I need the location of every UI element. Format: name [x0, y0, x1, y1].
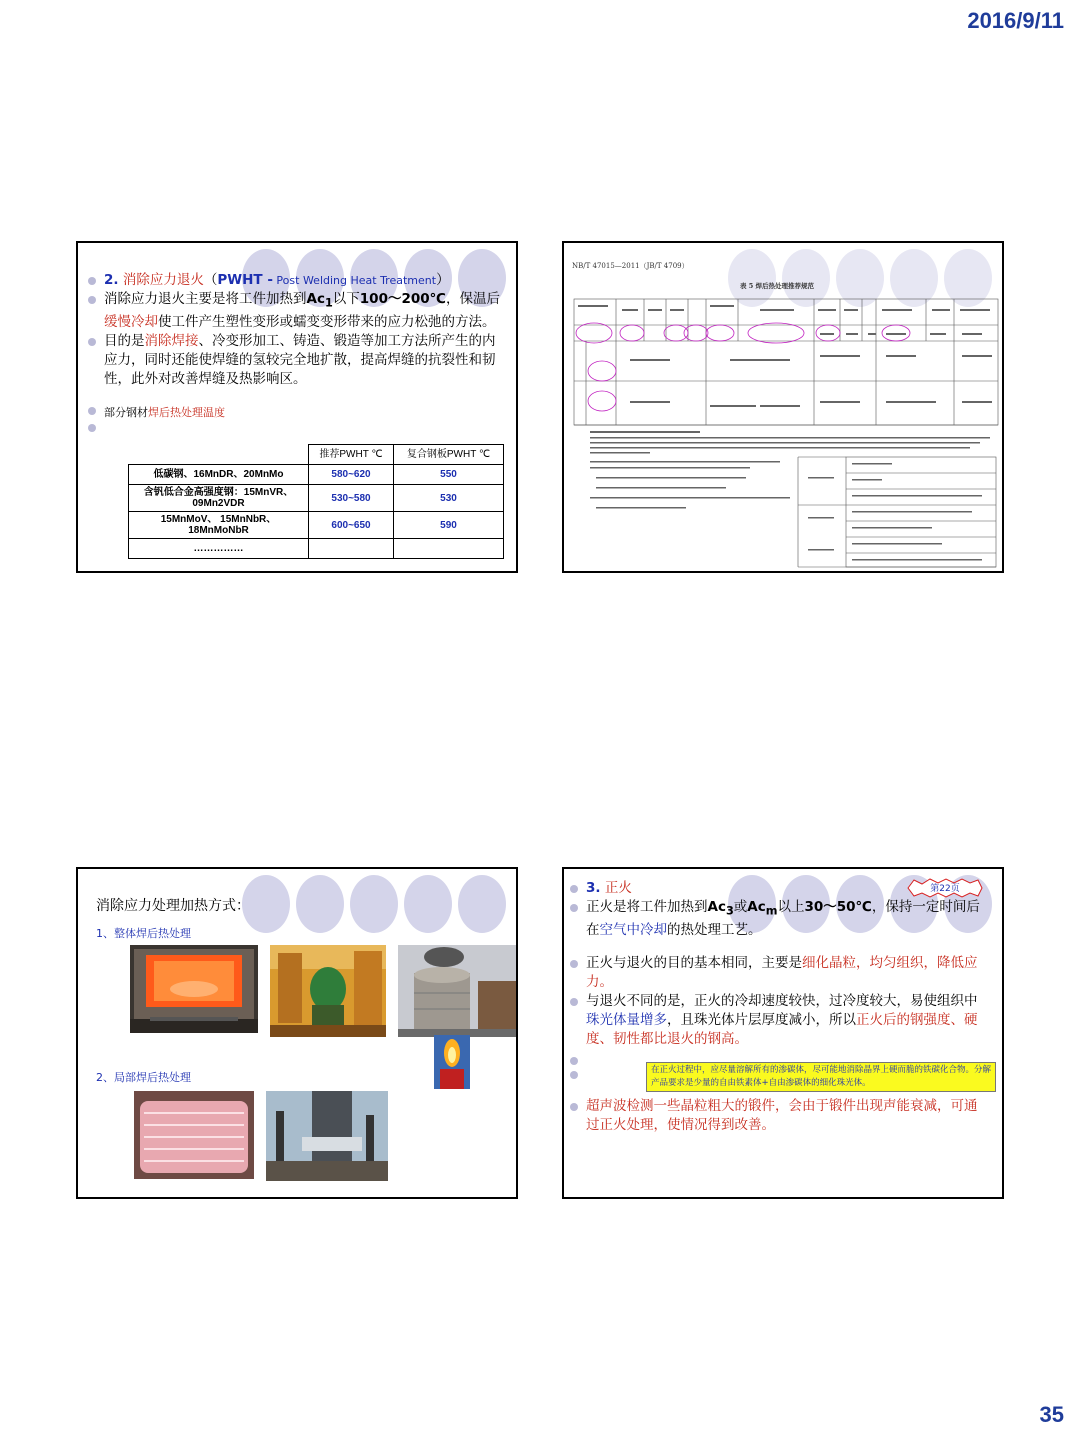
bullet-purpose [88, 332, 502, 389]
burner-photo [434, 1035, 470, 1089]
text: 的热处理工艺。 [667, 921, 762, 938]
ac3-label: Ac [707, 899, 726, 915]
text: ，且珠光体片层厚度减小，所以 [667, 1011, 856, 1028]
standard-table-caption: 表 5 焊后热处理推荐规范 [740, 282, 815, 290]
standard-code: NB/T 47015—2011（JB/T 4709） [572, 262, 689, 270]
bullet-dot-icon [570, 1103, 578, 1111]
highlight-pwht-temp: 焊后热处理温度 [148, 405, 225, 419]
temperature-range: 30～50℃ [804, 899, 872, 915]
bullet-difference [570, 992, 988, 1049]
text: 消除应力退火主要是将工件加热到 [104, 291, 307, 307]
subtitle-local-pwht: 2、局部焊后热处理 [96, 1071, 191, 1084]
pwht-table [128, 444, 504, 559]
slide-standard-scan [562, 241, 1004, 573]
furnace-photo [130, 945, 258, 1033]
table-cell: 600~650 [309, 512, 394, 539]
table-cell: 含钒低合金高强度钢：15MnVR、09Mn2VDR [129, 485, 309, 512]
ac-subscript: 1 [324, 296, 333, 310]
text: 与退火不同的是，正火的冷却速度较快，过冷度较大，易使组织中 [586, 992, 978, 1009]
scanned-table-graphic [570, 251, 1000, 571]
table-cell: …………… [129, 539, 309, 559]
table-cell [394, 539, 504, 559]
acm-subscript: m [765, 904, 778, 918]
table-cell: 580~620 [309, 465, 394, 485]
text: 正火是将工件加热到 [586, 899, 708, 915]
slide-date: 2016/9/11 [967, 8, 1064, 33]
table-row [129, 539, 504, 559]
page-number: 35 [1039, 1402, 1064, 1427]
decorative-circles [242, 875, 506, 933]
paren-close: ） [436, 272, 450, 288]
table-corner [129, 445, 309, 465]
text: 超声波检测一些晶粒粗大的锻件，会由于锻件出现声能衰减，可通过正火处理，使情况得到改善。 [586, 1097, 978, 1133]
table-cell: 530 [394, 485, 504, 512]
bullet-dot-icon [570, 904, 578, 912]
table-cell: 低碳钢、16MnDR、20MnMo [129, 465, 309, 485]
bullet-dot-icon [88, 338, 96, 346]
pwht-english: Post Welding Heat Treatment [272, 274, 437, 287]
text: ，保温后 [446, 291, 500, 307]
highlight-air-cooling: 空气中冷却 [599, 921, 667, 938]
bullet-dot-icon [88, 277, 96, 285]
table-cell: 530~580 [309, 485, 394, 512]
pwht-abbr: PWHT - [217, 272, 273, 288]
ac3-subscript: 3 [725, 904, 734, 918]
slide-normalizing [562, 867, 1004, 1199]
bullet-dot-icon [570, 998, 578, 1006]
slide-stress-relief-annealing [76, 241, 518, 573]
highlight-strength: 正火后的钢强度、硬度、韧性都比退火的钢高。 [586, 1011, 978, 1047]
bullet-dot-icon [570, 1071, 578, 1079]
bullet-dot-icon [88, 424, 96, 432]
bullet-pwht-title [88, 271, 502, 290]
table-header-row [129, 445, 504, 465]
section-title: 消除应力退火 [122, 272, 204, 288]
acm-label: Ac [747, 899, 766, 915]
highlight-welding: 消除焊接 [144, 332, 199, 349]
table-row [129, 512, 504, 539]
bullet-definition [570, 898, 988, 940]
text: 、冷变形加工、铸造、锻造等加工方法所产生的内应力，同时还能使焊缝的氢较完全地扩散，提高焊缝的抗裂性和韧性，此外对改善焊缝及热影响区。 [104, 332, 496, 387]
slide-heating-methods [76, 867, 518, 1199]
text: 以下 [332, 291, 360, 307]
page-ref-stamp-label: 第22页 [930, 884, 960, 894]
bullet-empty [88, 422, 502, 432]
slide-title: 消除应力处理加热方式： [96, 898, 250, 914]
table-row [129, 465, 504, 485]
bullet-purpose [570, 954, 988, 992]
highlight-pearlite: 珠光体量增多 [586, 1011, 667, 1028]
ac-label: Ac [306, 291, 325, 307]
section-number: 2. [104, 272, 119, 288]
text: 使工件产生塑性变形或蠕变变形带来的应力松弛的方法。 [158, 313, 496, 330]
highlight-slow-cooling: 缓慢冷却 [104, 313, 158, 330]
paren-open: （ [203, 272, 218, 288]
table-row [129, 485, 504, 512]
table-cell: 15MnMoV、 15MnNbR、18MnMoNbR [129, 512, 309, 539]
table-cell [309, 539, 394, 559]
section-number: 3. [586, 880, 601, 896]
bullet-dot-icon [570, 1057, 578, 1065]
subtitle-overall-pwht: 1、整体焊后热处理 [96, 927, 191, 940]
table-header: 复合钢板PWHT ℃ [394, 445, 504, 465]
bullet-dot-icon [570, 885, 578, 893]
onsite-vessel-photo [398, 945, 516, 1037]
yellow-note-box: 在正火过程中，应尽量溶解所有的渗碳体，尽可能地消除晶界上硬而脆的铁碳化合物。分解产品要求是少量的自由铁素体+自由渗碳体的细化珠光体。 [646, 1062, 996, 1092]
bullet-dot-icon [570, 960, 578, 968]
table-cell: 550 [394, 465, 504, 485]
text: 目的是 [104, 332, 145, 349]
section-title: 正火 [604, 880, 632, 896]
bullet-table-intro [88, 403, 502, 422]
text: 或 [733, 899, 748, 915]
table-header: 推荐PWHT ℃ [309, 445, 394, 465]
text: ，保持一定时间后在 [586, 899, 980, 938]
text: 以上 [777, 899, 805, 915]
text: 正火与退火的目的基本相同，主要是 [586, 954, 802, 971]
temperature-range: 100～200℃ [359, 291, 446, 307]
table-cell: 590 [394, 512, 504, 539]
bullet-ultrasonic [570, 1097, 988, 1135]
bullet-definition [88, 290, 502, 332]
vessel-heat-treatment-photo [270, 945, 386, 1037]
local-heating-pad-photo [134, 1091, 254, 1179]
pipe-local-pwht-photo [266, 1091, 388, 1181]
bullet-dot-icon [88, 296, 96, 304]
highlight-purpose: 细化晶粒，均匀组织，降低应力。 [586, 954, 978, 990]
scanned-standard-image [570, 251, 996, 565]
text: 部分钢材 [104, 405, 148, 419]
bullet-dot-icon [88, 407, 96, 415]
